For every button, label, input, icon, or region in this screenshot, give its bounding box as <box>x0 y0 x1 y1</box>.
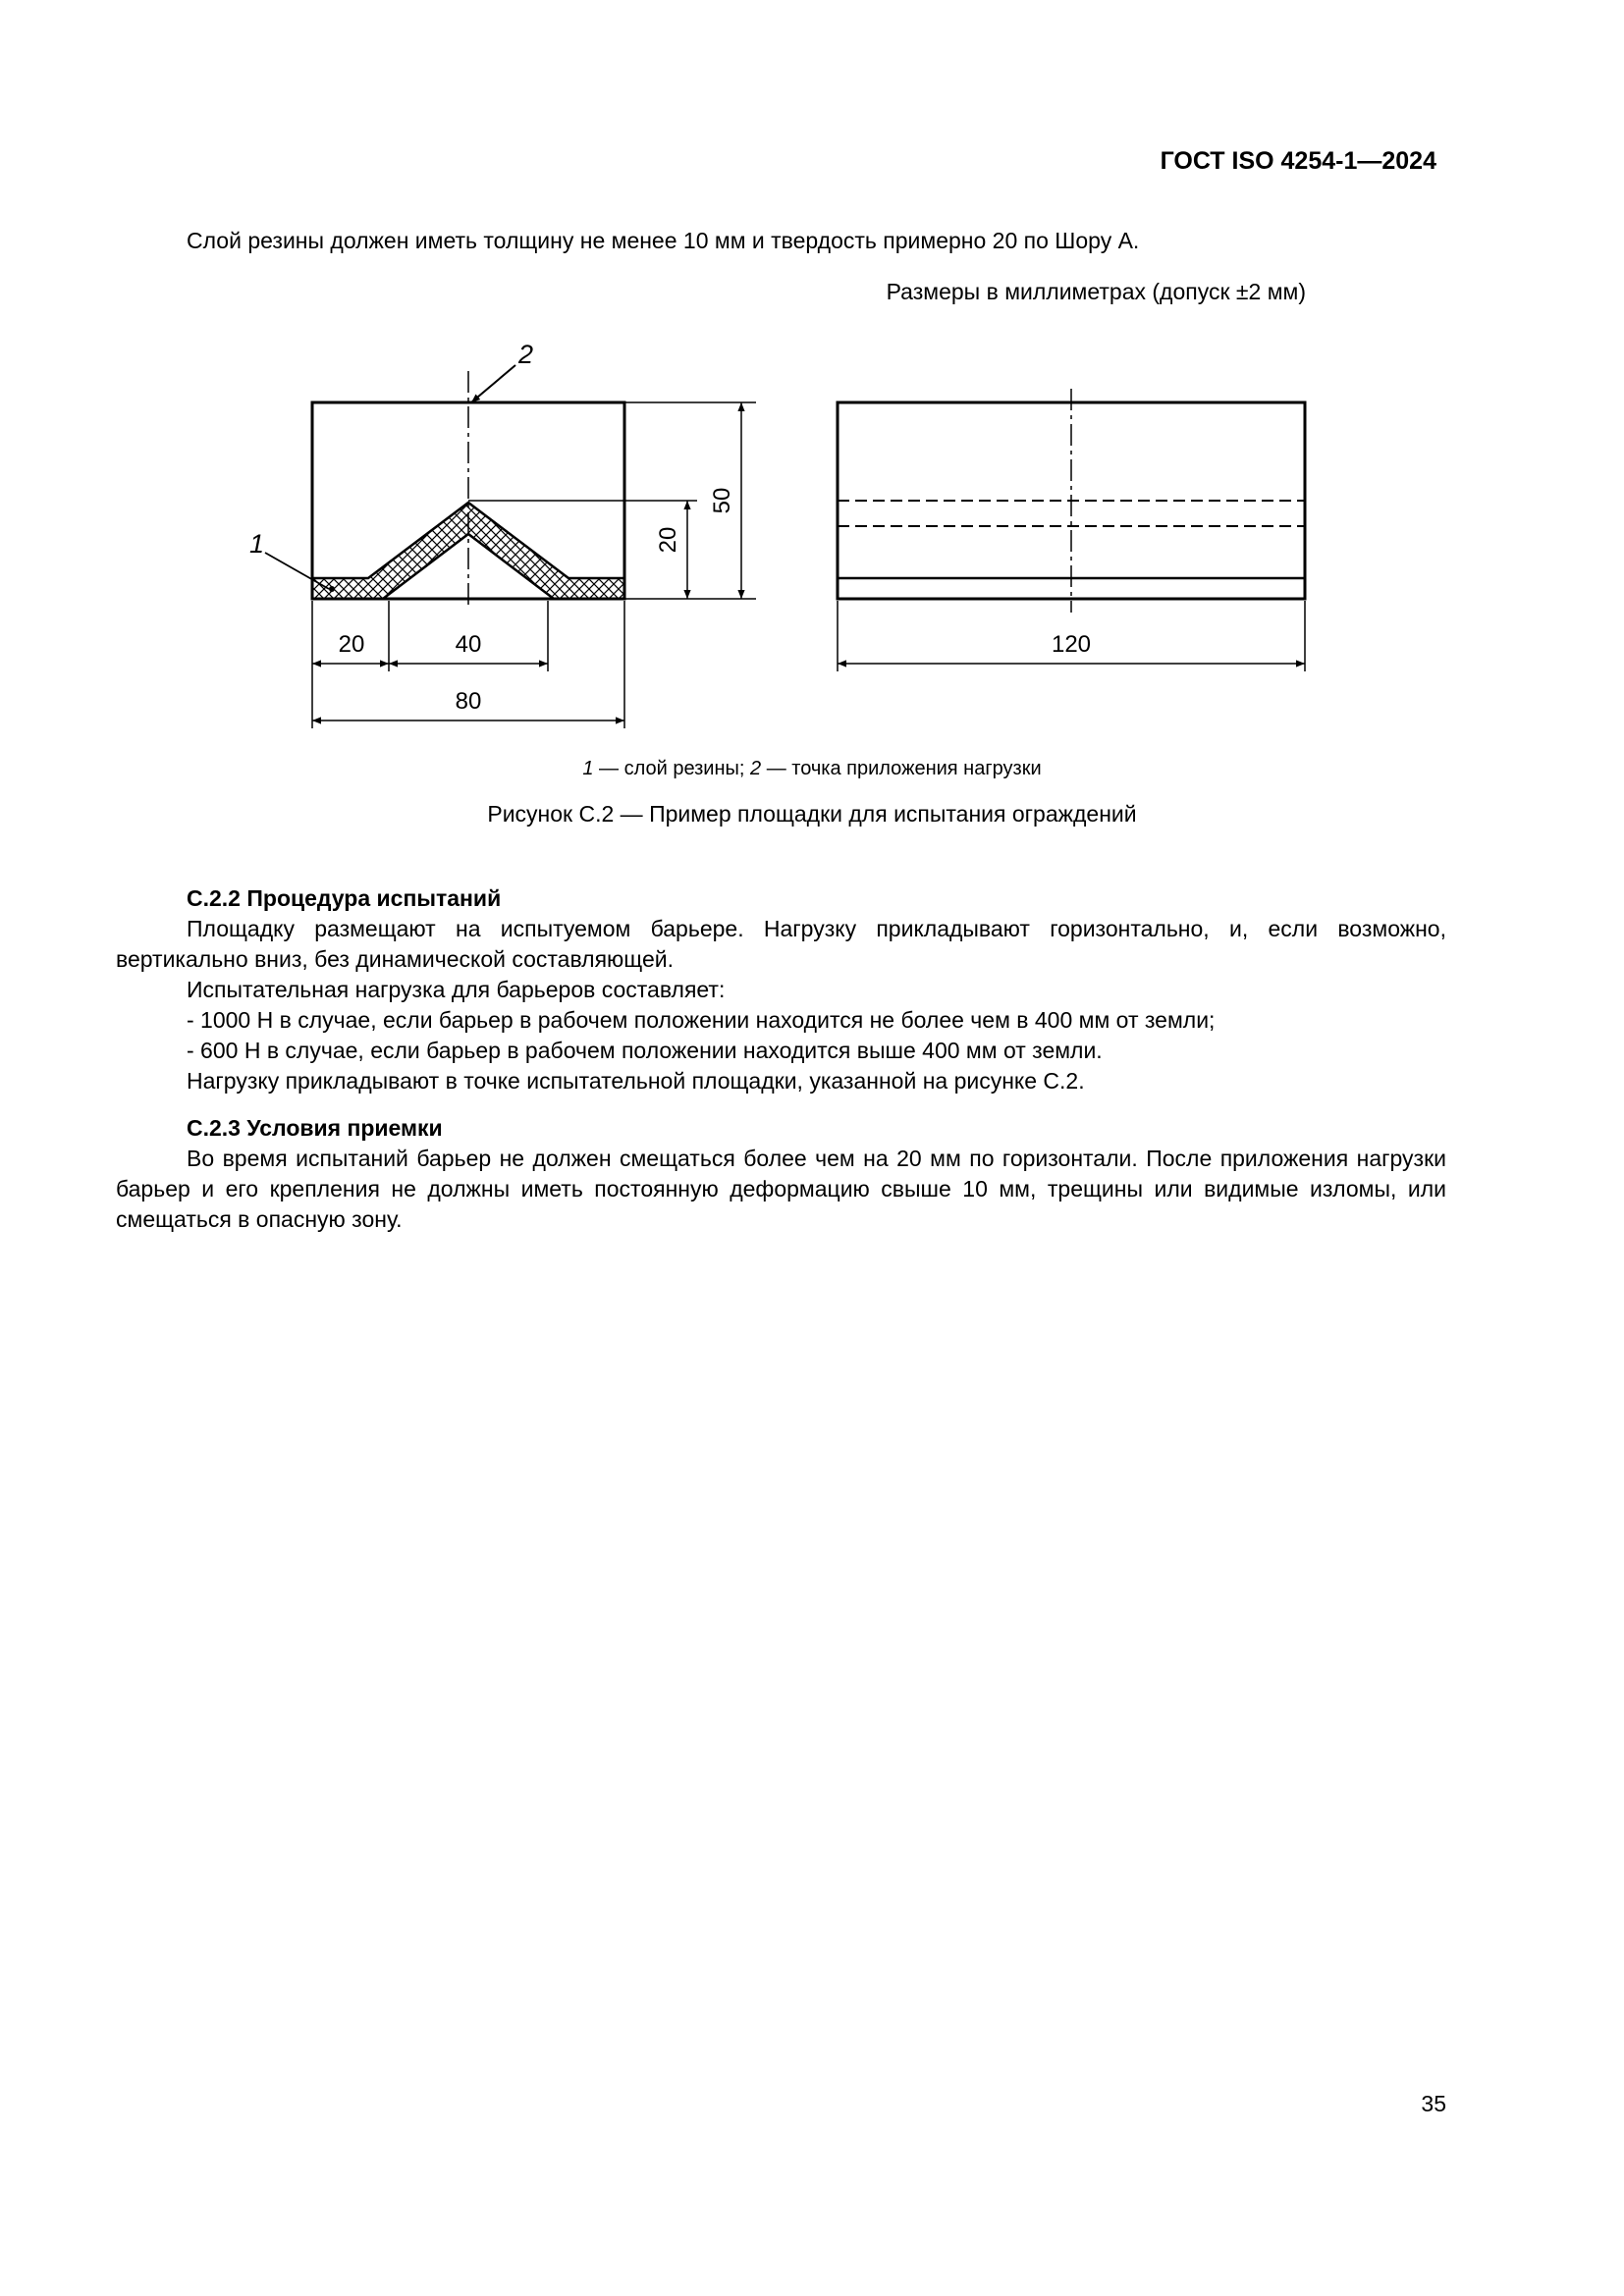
section-c22-item2: - 600 Н в случае, если барьер в рабочем положении находится выше 400 мм от земли. <box>187 1038 1103 1063</box>
page-number: 35 <box>1421 2091 1446 2116</box>
callout-2: 2 <box>518 340 534 369</box>
callout-1: 1 <box>249 529 265 559</box>
dim-20-horizontal: 20 <box>338 631 365 658</box>
legend-2-text: — точка приложения нагрузки <box>761 758 1042 779</box>
section-c22 <box>116 883 1446 1096</box>
figure-legend <box>0 758 1624 780</box>
section-c22-para3: Нагрузку прикладывают в точке испытательной площадки, указанной на рисунке С.2. <box>187 1068 1085 1094</box>
section-c22-para2: Испытательная нагрузка для барьеров составляет: <box>187 977 726 1002</box>
legend-1-text: — слой резины; <box>593 758 751 779</box>
section-c22-para1: Площадку размещают на испытуемом барьере. Нагрузку прикладывают горизонтально, и, если возможно, вертикально вниз, без динамической составляющей. <box>116 916 1446 972</box>
section-c23-title: С.2.3 Условия приемки <box>187 1115 443 1141</box>
dimensions-note: Размеры в миллиметрах (допуск ±2 мм) <box>886 279 1306 304</box>
legend-1-number: 1 <box>582 758 594 779</box>
side-view <box>838 389 1305 671</box>
legend-2-number: 2 <box>750 758 762 779</box>
front-view <box>249 340 756 728</box>
intro-paragraph: Слой резины должен иметь толщину не менее 10 мм и твердость примерно 20 по Шору А. <box>187 228 1140 253</box>
section-c23 <box>116 1113 1446 1235</box>
dim-80: 80 <box>455 688 482 715</box>
section-c23-para1: Во время испытаний барьер не должен смещаться более чем на 20 мм по горизонтали. После приложения нагрузки барьер и его крепления не должны иметь постоянную деформацию свыше 10 мм, трещины или видимые изломы, или смещаться в опасную зону. <box>116 1146 1446 1232</box>
section-c22-item1: - 1000 Н в случае, если барьер в рабочем положении находится не более чем в 400 мм от земли; <box>187 1007 1216 1033</box>
test-pad-drawing <box>236 324 1335 736</box>
figure-caption: Рисунок С.2 — Пример площадки для испытания ограждений <box>487 801 1137 827</box>
dim-40: 40 <box>455 631 482 658</box>
document-code: ГОСТ ISO 4254-1—2024 <box>1160 147 1436 175</box>
dim-50: 50 <box>709 487 735 514</box>
dim-20-vertical: 20 <box>655 526 681 554</box>
dim-120: 120 <box>1051 631 1092 658</box>
section-c22-title: С.2.2 Процедура испытаний <box>187 885 502 911</box>
